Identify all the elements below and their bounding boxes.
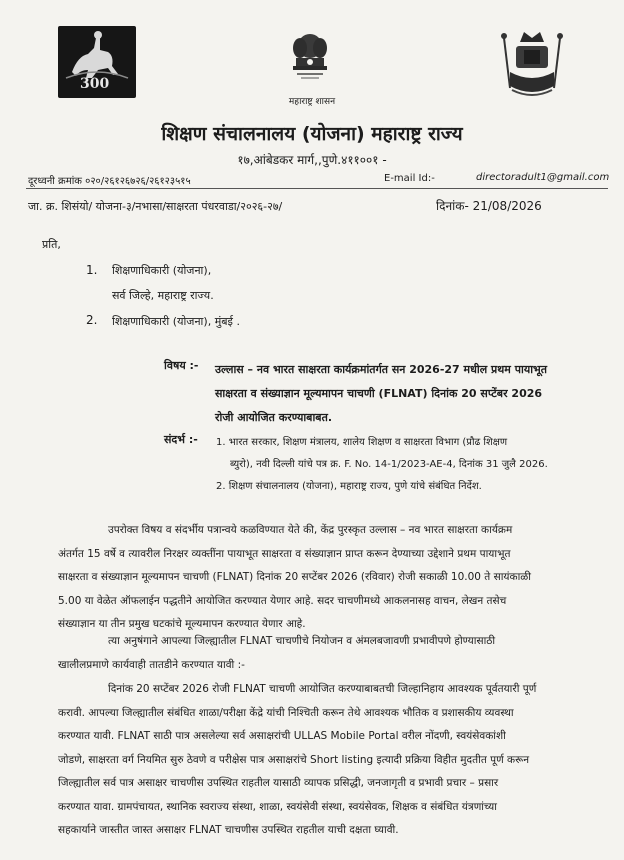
recipient-2: शिक्षणाधिकारी (योजना), मुंबई .	[112, 315, 240, 328]
body-line: संख्याज्ञान या तीन प्रमुख घटकांचे मूल्यमापन करण्यात येणार आहे.	[58, 618, 306, 630]
recipient-1-detail: सर्व जिल्हे, महाराष्ट्र राज्य.	[112, 289, 214, 302]
body-line: करण्यात यावा. ग्रामपंचायत, स्थानिक स्वराज्य संस्था, शाळा, स्वयंसेवी संस्था, स्वयंसेवक, शिक्षक व संबंधित यंत्रणांच्या	[58, 800, 497, 813]
recipient-1: शिक्षणाधिकारी (योजना),	[112, 264, 212, 277]
maharashtra-seal	[498, 28, 566, 102]
recipient-2-number: 2.	[86, 313, 98, 327]
seal-icon	[498, 28, 566, 102]
body-line: करण्यात यावी. FLNAT साठी पात्र असलेल्या सर्व असाक्षरांची ULLAS Mobile Portal वरील नोंदणी, स्वयंसेवकांशी	[58, 730, 506, 742]
reference-number: जा. क्र. शिसंयो/ योजना-३/नभासा/साक्षरता पंधरवाडा/२०२६-२७/	[28, 200, 283, 213]
letter-date: दिनांक- 21/08/2026	[436, 199, 542, 213]
body-line: त्या अनुषंगाने आपल्या जिल्ह्यातील FLNAT चाचणीचे नियोजन व अंमलबजावणी प्रभावीपणे होण्यासाठी	[108, 635, 496, 647]
subject-label: विषय :-	[164, 359, 199, 372]
email-label: E-mail Id:-	[384, 173, 435, 184]
subject-line: उल्लास – नव भारत साक्षरता कार्यक्रमांतर्गत सन 2026-27 मधील प्रथम पायाभूत	[215, 363, 548, 376]
body-line: साक्षरता व संख्याज्ञान मूल्यमापन चाचणी (FLNAT) दिनांक 20 सप्टेंबर 2026 (रविवार) रोजी सकाळी 10.00 ते सायंकाळी	[58, 571, 532, 583]
recipient-label: प्रति,	[42, 238, 61, 251]
body-line: अंतर्गत 15 वर्षे व त्यावरील निरक्षर व्यक्तींना पायाभूत साक्षरता व संख्याज्ञान प्राप्त करून देण्याच्या उद्देशाने प्रथम पायाभूत	[58, 547, 511, 560]
references-label: संदर्भ :-	[164, 433, 198, 446]
body-line: खालीलप्रमाणे कार्यवाही तातडीने करण्यात यावी :-	[58, 658, 245, 671]
reference-line: 2. शिक्षण संचालनालय (योजना), महाराष्ट्र राज्य, पुणे यांचे संबंधित निर्देश.	[216, 481, 482, 492]
subject-text	[215, 358, 577, 430]
body-paragraph-3	[58, 678, 598, 843]
email-address[interactable]: directoradult1@gmail.com	[476, 172, 610, 183]
body-line: सहकार्याने जास्तीत जास्त असाक्षर FLNAT चाचणीस उपस्थित राहतील याची दक्षता घ्यावी.	[58, 824, 399, 836]
body-line: उपरोक्त विषय व संदर्भीय पत्रान्वये कळविण्यात येते की, केंद्र पुरस्कृत उल्लास – नव भारत साक्षरता कार्यक्रम	[108, 524, 513, 536]
reference-line: ब्युरो), नवी दिल्ली यांचे पत्र क्र. F. No. 14-1/2023-AE-4, दिनांक 31 जुलै 2026.	[230, 459, 548, 470]
subject-line: साक्षरता व संख्याज्ञान मूल्यमापन चाचणी (FLNAT) दिनांक 20 सप्टेंबर 2026	[215, 387, 543, 400]
logo-number: 300	[80, 76, 110, 92]
body-line: जिल्ह्यातील सर्व पात्र असाक्षर चाचणीस उपस्थित राहतील यासाठी व्यापक प्रसिद्धी, जनजागृती व प्रभावी प्रचार – प्रसार	[58, 777, 499, 789]
subject-line: रोजी आयोजित करण्याबाबत.	[215, 411, 333, 424]
body-line: जोडणे, साक्षरता वर्ग नियमित सुरु ठेवणे व परीक्षेस पात्र असाक्षरांचे Short listing इत्यादी प्रक्रिया विहीत मुदतीत पूर्ण करून	[58, 753, 530, 766]
phone-numbers: दूरध्वनी क्रमांक ०२०/२६१२६७२६/२६१२३५१५	[28, 176, 191, 187]
body-paragraph-2	[58, 630, 598, 677]
office-address: १७,आंबेडकर मार्ग,,पुणे.४११००१ -	[237, 153, 387, 167]
body-paragraph-1	[58, 519, 598, 637]
office-title: शिक्षण संचालनालय (योजना) महाराष्ट्र राज्य	[161, 123, 463, 145]
recipient-1-number: 1.	[86, 263, 98, 277]
body-line: 5.00 या वेळेत ऑफलाईन पद्धतीने आयोजित करण्यात येणार आहे. सदर चाचणीमध्ये आकलनासह वाचन, लेखन तसेच	[58, 594, 507, 607]
reference-line: 1. भारत सरकार, शिक्षण मंत्रालय, शालेय शिक्षण व साक्षरता विभाग (प्रौढ शिक्षण	[216, 437, 508, 448]
lion-capital-icon	[287, 30, 333, 86]
government-label: महाराष्ट्र शासन	[288, 97, 336, 107]
national-emblem	[287, 30, 333, 86]
tercentenary-logo	[58, 26, 136, 98]
references-list	[216, 432, 576, 498]
body-line: दिनांक 20 सप्टेंबर 2026 रोजी FLNAT चाचणी आयोजित करण्याबाबतची जिल्हानिहाय आवश्यक पूर्वतयारी पूर्ण	[108, 683, 537, 695]
header-divider	[26, 188, 608, 189]
body-line: करावी. आपल्या जिल्ह्यातील संबंधित शाळा/परीक्षा केंद्रे यांची निश्चिती करून तेथे आवश्यक भौतिक व प्रशासकीय व्यवस्था	[58, 706, 514, 719]
